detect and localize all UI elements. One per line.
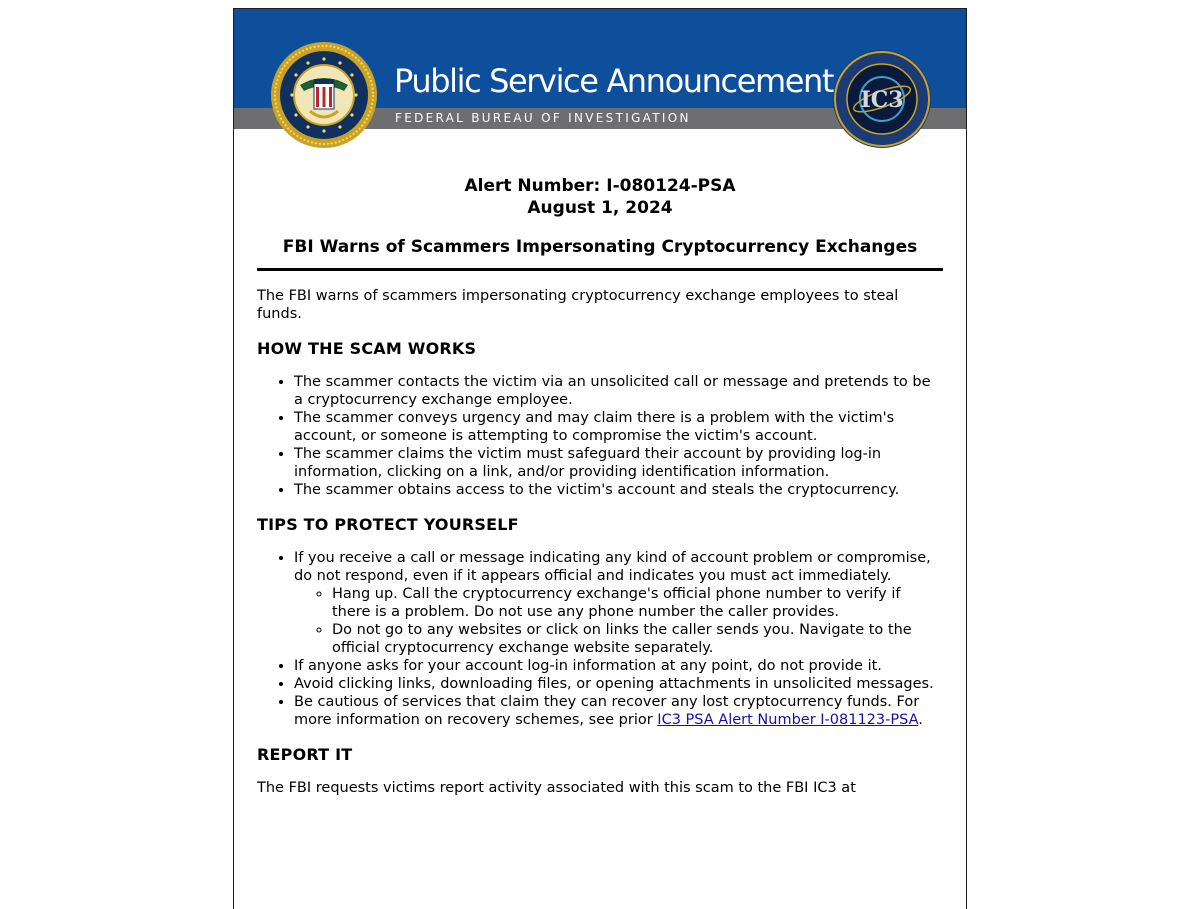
list-item: • If anyone asks for your account log-in information at any point, do not provide it. (294, 657, 943, 675)
banner-title: Public Service Announcement (394, 62, 834, 100)
alert-header (257, 175, 943, 219)
list-item: • The scammer contacts the victim via an unsolicited call or message and pretends to be a cryptocurrency exchange employee. (294, 373, 943, 409)
intro-paragraph: The FBI warns of scammers impersonating cryptocurrency exchange employees to steal funds. (257, 288, 899, 322)
list-item: • The scammer conveys urgency and may claim there is a problem with the victim's account, or someone is attempting to compromise the victim's account. (294, 409, 943, 445)
psa-headline: FBI Warns of Scammers Impersonating Cryptocurrency Exchanges (257, 236, 943, 271)
ic3-seal-label: IC3 (860, 87, 904, 113)
prior-psa-link[interactable]: IC3 PSA Alert Number I-081123-PSA (657, 712, 919, 728)
list-item: • The scammer obtains access to the victim's account and steals the cryptocurrency. (294, 481, 943, 499)
tips-list (257, 549, 943, 729)
alert-date: August 1, 2024 (527, 198, 673, 218)
banner-subtitle: FEDERAL BUREAU OF INVESTIGATION (395, 111, 691, 125)
alert-number: Alert Number: I-080124-PSA (464, 176, 736, 196)
list-item: • The scammer claims the victim must safeguard their account by providing log-in information, clicking on a link, and/or providing identification information. (294, 445, 943, 481)
section-heading-tips: TIPS TO PROTECT YOURSELF (257, 515, 519, 534)
tip-text: Be cautious of services that claim they can recover any lost cryptocurrency funds. For more information on recovery schemes, see prior (294, 694, 920, 728)
list-item: • Avoid clicking links, downloading files, or opening attachments in unsolicited messages. (294, 675, 943, 693)
ic3-seal-icon (832, 49, 932, 149)
psa-body (257, 287, 943, 797)
sub-list-item: ◦ Hang up. Call the cryptocurrency exchange's official phone number to verify if there is a problem. Do not use any phone number the caller provides. (332, 585, 943, 621)
section-heading-how: HOW THE SCAM WORKS (257, 339, 477, 358)
report-paragraph: The FBI requests victims report activity associated with this scam to the FBI IC3 at (257, 780, 856, 796)
fbi-seal-icon (270, 41, 378, 151)
tip-text-end: . (918, 712, 923, 728)
list-item (294, 549, 943, 657)
list-item (294, 693, 943, 729)
sub-list-item: ◦ Do not go to any websites or click on links the caller sends you. Navigate to the official cryptocurrency exchange website separately. (332, 621, 943, 657)
psa-banner (234, 9, 966, 129)
section-heading-report: REPORT IT (257, 745, 353, 764)
tip-text: If you receive a call or message indicating any kind of account problem or compromise, do not respond, even if it appears official and indicates you must act immediately. (294, 550, 931, 584)
how-list (257, 373, 943, 499)
psa-document (233, 8, 967, 909)
tips-sub-list (294, 585, 943, 657)
